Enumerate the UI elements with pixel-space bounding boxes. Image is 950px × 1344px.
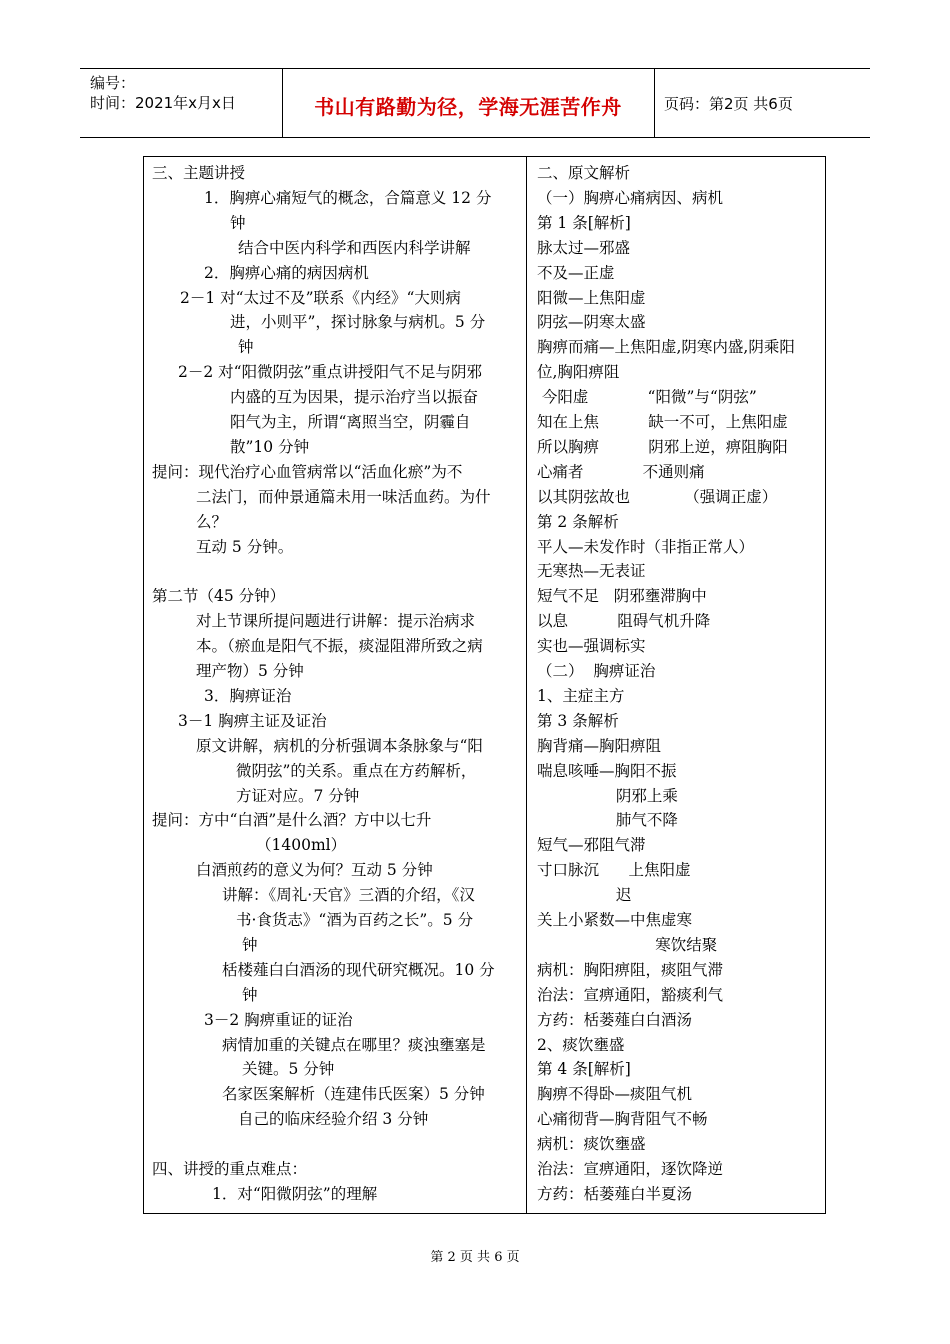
right-text-line: 2、痰饮壅盛 — [537, 1035, 625, 1054]
right-text-line: 阴邪上乘 — [537, 786, 678, 805]
left-text-line: 钟 — [242, 985, 258, 1004]
right-text-line: 寒饮结聚 — [537, 935, 718, 954]
left-text-line: 提问：现代治疗心血管病常以“活血化瘀”为不 — [152, 462, 463, 481]
right-text-line: 阴弦—阴寒太盛 — [537, 313, 646, 332]
right-text-line: 以其阴弦故也 （强调正虚） — [537, 487, 778, 506]
right-text-line: 方药：栝蒌薤白半夏汤 — [537, 1184, 693, 1203]
left-text-line: 2．胸痹心痛的病因病机 — [204, 263, 369, 282]
right-text-line: 病机：胸阳痹阻，痰阻气滞 — [537, 960, 724, 979]
left-text-line: 互动 5 分钟。 — [196, 537, 294, 556]
right-text-line: 第 2 条解析 — [537, 512, 619, 531]
right-text-line: 不及—正虚 — [537, 263, 615, 282]
left-text-line: 第二节（45 分钟） — [152, 587, 286, 606]
left-text-line: 提问：方中“白酒”是什么酒？方中以七升 — [152, 811, 432, 830]
right-text-line: 第 1 条[解析] — [537, 213, 631, 232]
right-text-line: （二） 胸痹证治 — [537, 662, 656, 680]
page-header — [80, 68, 870, 138]
right-text-line: 脉太过—邪盛 — [537, 238, 631, 257]
right-text-line: 短气—邪阻气滞 — [537, 836, 646, 855]
left-text-line: 原文讲解，病机的分析强调本条脉象与“阳 — [196, 736, 483, 755]
right-text-line: 所以胸痹 阴邪上逆，痹阻胸阳 — [537, 437, 788, 456]
left-text-line: 3．胸痹证治 — [204, 686, 292, 705]
left-text-line: 3－1 胸痹主证及证治 — [178, 711, 327, 730]
left-text-line: 么？ — [196, 512, 228, 531]
left-text-line: 三、主题讲授 — [152, 164, 246, 182]
right-text-line: 心痛彻背—胸背阻气不畅 — [537, 1110, 708, 1129]
header-time: 时间：2021年x月x日 — [90, 94, 236, 112]
left-text-line: 白酒煎药的意义为何？互动 5 分钟 — [196, 861, 433, 880]
left-text-line: 阳气为主，所谓“离照当空，阴霾自 — [230, 413, 471, 431]
right-text-line: 胸背痛—胸阳痹阻 — [537, 736, 662, 755]
left-text-line: 钟 — [238, 338, 254, 357]
right-text-line: 胸痹不得卧—痰阻气机 — [537, 1085, 693, 1104]
header-motto: 书山有路勤为径，学海无涯苦作舟 — [314, 95, 622, 119]
header-number: 编号： — [90, 74, 136, 92]
left-text-line: 四、讲授的重点难点： — [152, 1160, 308, 1178]
right-text-line: 短气不足 阴邪壅滞胸中 — [537, 587, 707, 606]
left-text-line: 方证对应。7 分钟 — [236, 786, 360, 805]
left-text-line: 自己的临床经验介绍 3 分钟 — [238, 1110, 429, 1129]
left-text-line: 1．对“阳微阴弦”的理解 — [212, 1184, 378, 1203]
right-text-line: （一）胸痹心痛病因、病机 — [537, 188, 724, 207]
left-text-line: 2－1 对“太过不及”联系《内经》“大则病 — [180, 288, 461, 307]
right-text-line: 治法：宣痹通阳，豁痰利气 — [537, 985, 724, 1004]
right-text-line: 迟 — [537, 886, 632, 905]
left-text-line: 讲解：《周礼·天官》三酒的介绍，《汉 — [222, 886, 475, 905]
right-text-line: 病机：痰饮壅盛 — [537, 1135, 646, 1154]
left-text-line: 对上节课所提问题进行讲解：提示治病求 — [196, 612, 476, 631]
right-text-line: 第 3 条解析 — [537, 711, 619, 730]
left-text-line: 钟 — [230, 213, 246, 232]
left-text-line: 3－2 胸痹重证的证治 — [204, 1010, 353, 1029]
left-text-line: 结合中医内科学和西医内科学讲解 — [238, 238, 471, 257]
right-text-line: 无寒热—无表证 — [537, 562, 646, 581]
left-text-line: （1400ml） — [256, 836, 347, 855]
column-divider — [526, 157, 527, 1213]
right-text-line: 方药：栝蒌薤白白酒汤 — [537, 1010, 693, 1029]
left-text-line: 病情加重的关键点在哪里？痰浊壅塞是 — [222, 1035, 486, 1054]
left-text-line: 书·食货志》“酒为百药之长”。5 分 — [236, 911, 474, 929]
right-text-line: 治法：宣痹通阳，逐饮降逆 — [537, 1160, 724, 1178]
right-text-line: 胸痹而痛—上焦阳虚,阴寒内盛,阴乘阳 — [537, 338, 795, 357]
left-text-line: 理产物）5 分钟 — [196, 662, 304, 680]
left-text-line: 钟 — [242, 935, 258, 954]
right-text-line: 实也—强调标实 — [537, 637, 646, 656]
left-text-line: 1．胸痹心痛短气的概念，合篇意义 12 分 — [204, 188, 492, 207]
header-page-number: 页码：第2页 共6页 — [664, 95, 793, 113]
left-text-line: 名家医案解析（连建伟氏医案）5 分钟 — [222, 1085, 485, 1104]
left-text-line: 二法门，而仲景通篇未用一味活血药。为什 — [196, 487, 491, 506]
right-text-line: 1、主症主方 — [537, 686, 625, 705]
content-table — [143, 156, 826, 1214]
right-text-line: 关上小紧数—中焦虚寒 — [537, 911, 693, 929]
left-text-line: 关键。5 分钟 — [242, 1060, 335, 1079]
left-text-line: 栝楼薤白白酒汤的现代研究概况。10 分 — [222, 960, 495, 979]
right-text-line: 以息 阻碍气机升降 — [537, 612, 711, 631]
right-text-line: 喘息咳唾—胸阳不振 — [537, 761, 677, 780]
header-divider — [654, 69, 655, 137]
right-text-line: 阳微—上焦阳虚 — [537, 288, 646, 307]
left-text-line: 2－2 对“阳微阴弦”重点讲授阳气不足与阴邪 — [178, 363, 482, 382]
page-footer: 第 2 页 共 6 页 — [430, 1250, 520, 1265]
right-text-line: 今阳虚 “阳微”与“阴弦” — [537, 388, 757, 407]
left-text-line: 本。（瘀血是阳气不振，痰湿阻滞所致之病 — [196, 637, 483, 656]
left-text-line: 内盛的互为因果，提示治疗当以振奋 — [230, 388, 479, 407]
left-text-line: 进，小则平”，探讨脉象与病机。5 分 — [230, 313, 486, 332]
left-text-line: 微阴弦”的关系。重点在方药解析， — [236, 761, 477, 780]
right-text-line: 知在上焦 缺一不可，上焦阳虚 — [537, 413, 788, 431]
right-text-line: 心痛者 不通则痛 — [537, 462, 705, 481]
right-text-line: 位,胸阳痹阻 — [537, 363, 620, 382]
left-text-line: 散”10 分钟 — [230, 437, 310, 456]
right-text-line: 第 4 条[解析] — [537, 1060, 631, 1079]
right-text-line: 肺气不降 — [537, 811, 678, 830]
right-text-line: 平人—未发作时（非指正常人） — [537, 537, 755, 556]
header-meta — [90, 73, 236, 113]
right-text-line: 二、原文解析 — [537, 164, 631, 182]
right-text-line: 寸口脉沉 上焦阳虚 — [537, 861, 691, 880]
